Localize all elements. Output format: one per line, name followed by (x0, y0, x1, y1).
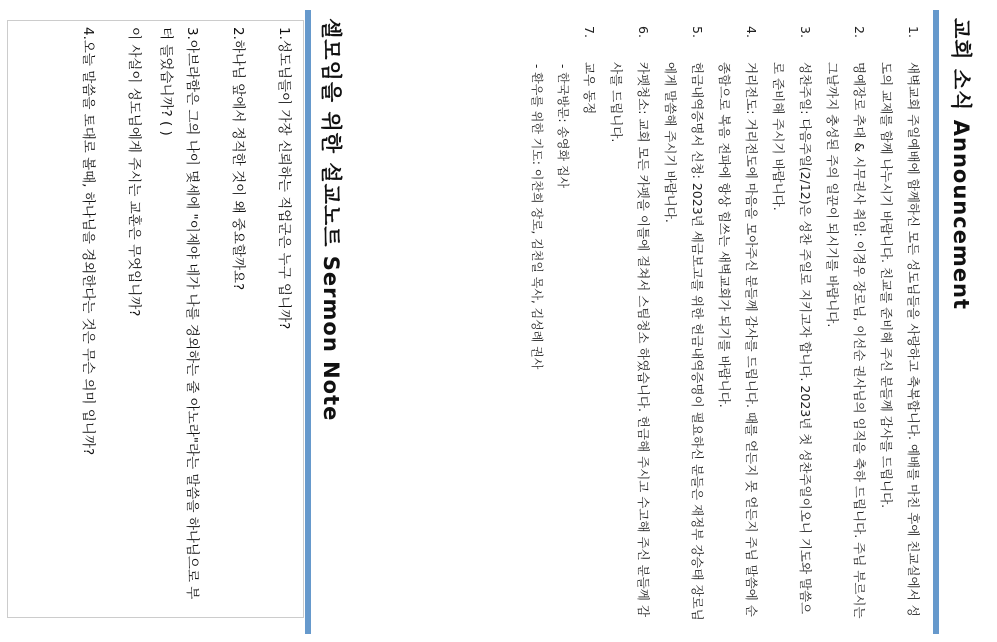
announcement-item (524, 10, 603, 622)
announcement-text: 거리전도: 거리전도에 마음을 모아주신 분들께 감사를 드립니다. 때를 얻든지 못 얻든지 주님 말씀에 순종함으로 복음 전파에 항상 힘쓰는 새벽교회가 되기를 바랍니다. (717, 62, 759, 617)
sermon-note-title-main: 설교노트 Sermon Note (319, 162, 343, 422)
announcement-number: 2. (852, 26, 867, 38)
sermon-question: 이 사실이 성도님에게 주시는 교훈은 무엇입니까? (126, 27, 142, 317)
announcement-text: 카펫청소: 교회 모든 카펫을 이틀에 걸쳐서 스팀청소 하였습니다. 헌금해 주시고 수고해 주신 분들께 감사를 드립니다. (609, 62, 651, 617)
announcement-number: 6. (636, 26, 651, 38)
sermon-note-box (7, 20, 304, 618)
announcement-list (524, 10, 927, 622)
announcement-text: 명예장로 추대 & 시무권사 취임: 이경우 장로님, 이선순 권사님의 임직을 축하 드립니다. 주님 부르시는 그날까지 충성된 주의 일꾼이 되시기를 바랍니다. (825, 62, 867, 619)
announcement-divider (933, 10, 939, 634)
sermon-divider (305, 10, 311, 634)
announcement-number: 4. (744, 26, 759, 38)
sermon-note-title-prefix: 셀모임을 위한 (319, 18, 343, 163)
announcement-number: 3. (798, 26, 813, 38)
announcement-item (711, 10, 765, 622)
sermon-question: 1.성도님들이 가장 신뢰하는 직업군은 누구 입니까? (276, 27, 292, 330)
announcement-text: 새벽교회 주일예배에 함께하신 모든 성도님들을 사랑하고 축복합니다. 예배를 마친 후에 친교실에서 성도의 교제를 함께 나누시기 바랍니다. 친교를 준비해 주신 분들께 감사를 드립니다. (879, 62, 921, 617)
sermon-question-list (55, 27, 297, 611)
member-news-item: - 환우를 위한 기도: 이찬희 장로, 김천일 목사, 김성례 권사 (530, 64, 544, 370)
announcement-text: 교우 동정 (582, 62, 597, 115)
announcement-item (603, 10, 657, 622)
announcement-number: 5. (690, 26, 705, 38)
announcement-item (765, 10, 819, 622)
sermon-question: 4.오늘 말씀을 토대로 볼때, 하나님을 경외한다는 것은 무슨 의미 입니까? (80, 27, 96, 456)
announcement-title: 교회 소식 Announcement (949, 18, 973, 311)
announcement-number: 7. (582, 26, 597, 38)
sermon-question: 2.하나님 앞에서 정직한 것이 왜 중요할까요? (230, 27, 246, 291)
member-news-item: - 한국방문: 송영화 집사 (556, 64, 570, 189)
announcement-item (657, 10, 711, 622)
announcement-item (873, 10, 927, 622)
sermon-note-title (317, 18, 347, 421)
announcement-number: 1. (906, 26, 921, 38)
announcement-item (819, 10, 873, 622)
announcement-text: 성찬주일: 다음주일(2/12)은 성찬 주일로 지키고자 합니다. 2023년 첫 성찬주일이오니 기도와 말씀으로 준비해 주시기 바랍니다. (771, 62, 813, 615)
member-news-list (524, 62, 576, 622)
announcement-text: 헌금내역증명서 신청: 2023년 세금보고를 위한 헌금내역증명이 필요하신 분들은 재정부 강승태 장로님에게 말씀해 주시기 바랍니다. (663, 62, 705, 621)
sermon-question: 3.아브라함은 그의 나이 몇세에 "이제야 네가 나를 경외하는 줄 아노라"라는 말씀을 하나님으로 부터 들었습니까? ( ) (158, 27, 200, 600)
